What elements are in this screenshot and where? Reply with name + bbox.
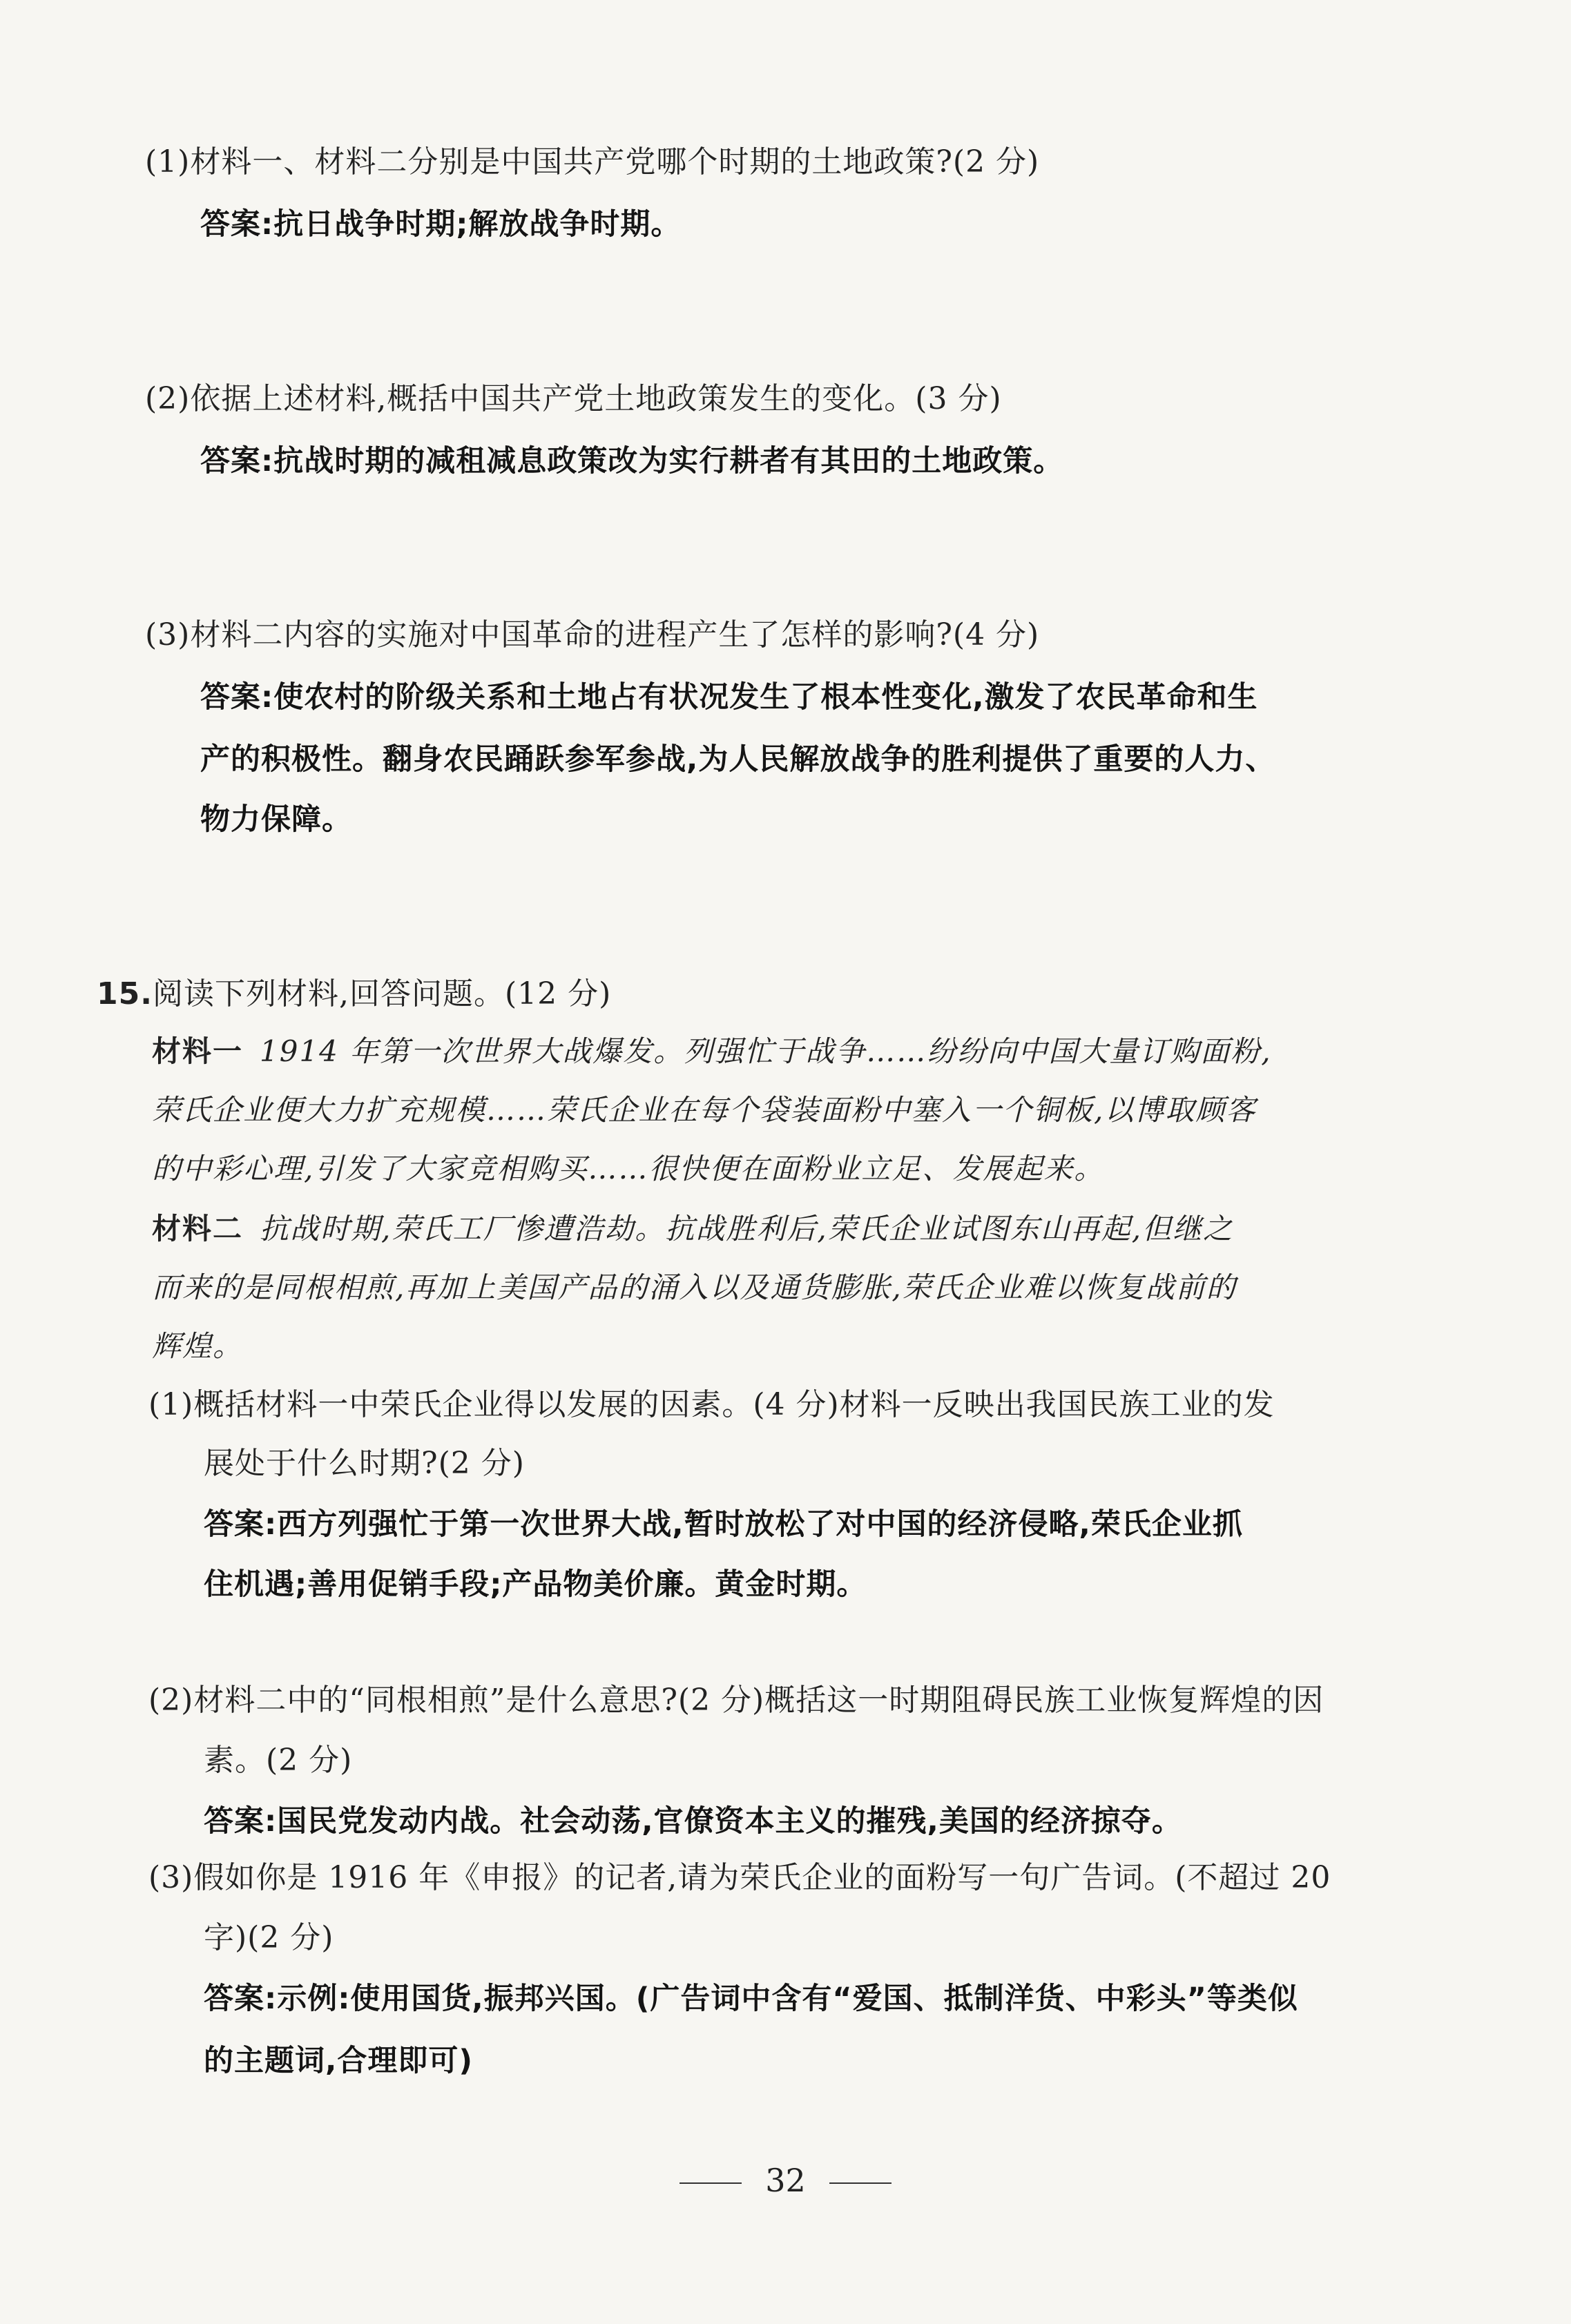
material1-line [152,1031,1272,1072]
q14-sub1-question: (1)材料一、材料二分别是中国共产党哪个时期的土地政策?(2 分) [145,144,1040,180]
material1-line: 荣氏企业便大力扩充规模……荣氏企业在每个袋装面粉中塞入一个铜板,以博取顾客 [152,1093,1257,1127]
q15-sub1-question-line: (1)概括材料一中荣氏企业得以发展的因素。(4 分)材料一反映出我国民族工业的发 [148,1387,1275,1422]
q14-sub2-question: (2)依据上述材料,概括中国共产党土地政策发生的变化。(3 分) [145,381,1002,416]
q14-sub3-answer-line: 产的积极性。翻身农民踊跃参军参战,为人民解放战争的胜利提供了重要的人力、 [200,742,1276,777]
q15-sub1-question-line: 展处于什么时期?(2 分) [204,1446,525,1481]
q15-sub2-answer: 答案:国民党发动内战。社会动荡,官僚资本主义的摧残,美国的经济掠夺。 [204,1804,1182,1839]
page-number-footer [0,2160,1571,2201]
q14-sub3-answer-line: 答案:使农村的阶级关系和土地占有状况发生了根本性变化,激发了农民革命和生 [200,680,1258,715]
q15-sub3-answer-line: 的主题词,合理即可) [204,2044,473,2078]
q15-sub2-question-line: (2)材料二中的“同根相煎”是什么意思?(2 分)概括这一时期阻碍民族工业恢复辉煌的因 [148,1683,1324,1718]
material1-label: 材料一 [152,1034,244,1068]
q15-sub2-question-line: 素。(2 分) [204,1743,353,1778]
material1-text: 1914 年第一次世界大战爆发。列强忙于战争……纷纷向中国大量订购面粉, [260,1034,1272,1068]
material2-label: 材料二 [152,1212,244,1246]
q15-number: 15. [97,976,153,1011]
material2-line [152,1208,1233,1250]
material2-line: 而来的是同根相煎,再加上美国产品的涌入以及通货膨胀,荣氏企业难以恢复战前的 [152,1270,1237,1304]
q14-sub3-answer-line: 物力保障。 [200,802,352,837]
q15-sub1-answer-line: 答案:西方列强忙于第一次世界大战,暂时放松了对中国的经济侵略,荣氏企业抓 [204,1507,1243,1542]
q15-sub3-question-line: 字)(2 分) [204,1920,334,1955]
page-number-left-rule [680,2182,742,2184]
q14-sub1-answer: 答案:抗日战争时期;解放战争时期。 [200,207,682,242]
material2-line: 辉煌。 [152,1329,244,1363]
page-number-right-rule [829,2182,891,2184]
material2-text: 抗战时期,荣氏工厂惨遭浩劫。抗战胜利后,荣氏企业试图东山再起,但继之 [260,1212,1234,1246]
material1-line: 的中彩心理,引发了大家竞相购买……很快便在面粉业立足、发展起来。 [152,1152,1105,1185]
q15-prompt: 阅读下列材料,回答问题。(12 分) [152,976,612,1011]
q15-heading [97,974,611,1015]
q14-sub2-answer: 答案:抗战时期的减租减息政策改为实行耕者有其田的土地政策。 [200,444,1064,478]
page-number: 32 [765,2162,806,2199]
q15-sub3-answer-line: 答案:示例:使用国货,振邦兴国。(广告词中含有“爱国、抵制洋货、中彩头”等类似 [204,1982,1298,2016]
q15-sub3-question-line: (3)假如你是 1916 年《申报》的记者,请为荣氏企业的面粉写一句广告词。(不超过 20 [148,1860,1331,1895]
q15-sub1-answer-line: 住机遇;善用促销手段;产品物美价廉。黄金时期。 [204,1567,867,1602]
q14-sub3-question: (3)材料二内容的实施对中国革命的进程产生了怎样的影响?(4 分) [145,617,1040,652]
